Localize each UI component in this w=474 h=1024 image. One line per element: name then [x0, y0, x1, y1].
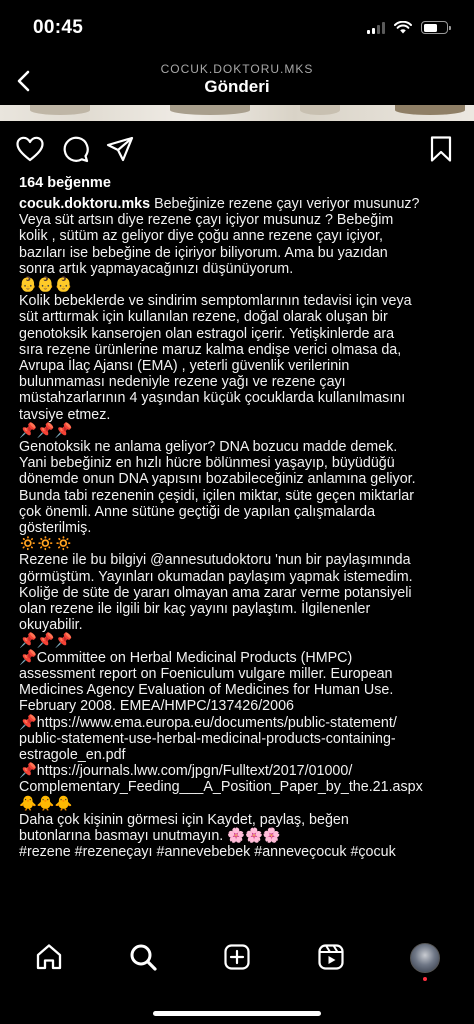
- wifi-icon: [394, 21, 412, 34]
- like-count[interactable]: 164 beğenme: [19, 175, 111, 191]
- notification-dot: [423, 977, 427, 981]
- heart-icon[interactable]: [15, 134, 45, 164]
- status-bar: [0, 0, 474, 58]
- comment-icon[interactable]: [60, 134, 90, 164]
- profile-avatar[interactable]: [410, 943, 440, 973]
- bookmark-icon[interactable]: [426, 134, 456, 164]
- nav-header: [0, 58, 474, 106]
- post-caption: [19, 196, 459, 860]
- home-icon[interactable]: [34, 942, 64, 972]
- page-title: Gönderi: [204, 77, 270, 96]
- reels-icon[interactable]: [316, 942, 346, 972]
- search-icon[interactable]: [128, 942, 158, 972]
- bottom-tab-bar: [0, 932, 474, 1024]
- status-time: 00:45: [33, 17, 84, 38]
- home-indicator: [153, 1011, 321, 1016]
- post-image[interactable]: [0, 105, 474, 121]
- status-icons: [367, 21, 448, 34]
- caption-username[interactable]: cocuk.doktoru.mks: [19, 196, 151, 212]
- battery-icon: [421, 21, 448, 34]
- plus-square-icon[interactable]: [222, 942, 252, 972]
- post-action-bar: [0, 128, 474, 170]
- caption-text: Bebeğinize rezene çayı veriyor musunuz? Veya süt artsın diye rezene çayı içiyor musunuz ? Bebeğim kolik , sütüm az geliyor diye çoğu anne rezene çayı içiyor, bazıları ise bebeğine de içiriyor biliyorum. Ama bu yazıdan sonra artık yapmayacağınızı düşünüyorum. 👶👶👶 Kolik bebeklerde ve sindirim semptomlarının tedavisi için veya süt arttırmak için kullanılan rezene, doğal olarak oluşan bir genotoksik kanserojen olan estragol içerir. Yetişkinlerde ara sıra rezene ürünlerine maruz kalma endişe verici olmasa da, Avrupa İlaç Ajansı (EMA) , yeterli güvenlik verilerinin bulunmaması nedeniyle rezene yağı ve rezene çayı müstahzarlarının 4 yaşından küçük çocuklarda kullanılmasını tavsiye etmez. 📌📌📌 Genotoksik ne anlama geliyor? DNA bozucu madde demek. Yani bebeğiniz en hızlı hücre bölünmesi yaşayıp, büyüdüğü dönemde onun DNA yapısını bozabileceğiniz anlamına geliyor. Bunda tabi rezenenin çeşidi, içilen miktar, süte geçen miktarlar çok önemli. Anne sütüne geçtiği de yapılan çalışmalarda gösterilmiş. 🔅🔅🔅 Rezene ile bu bilgiyi @annesutudoktoru 'nun bir paylaşımında görmüştüm. Yayınları okumadan paylaşım yapmak istemedim. Koliğe de süte de yararı olmayan ama zarar verme potansiyeli olan rezene ile ilgili bir kaç yayını paylaştım. İlgilenenler okuyabilir. 📌📌📌 📌Committee on Herbal Medicinal Products (HMPC) assessment report on Foeniculum vulgare miller. European Medicines Agency Evaluation of Medicines for Human Use. February 2008. EMEA/HMPC/137426/2006 📌https://www.ema.europa.eu/documents/public-statement/ public-statement-use-herbal-medicinal-products-containing- estragole_en.pdf 📌https://journals.lww.com/jpgn/Fulltext/2017/01000/ Complementary_Feeding___A_Position_Paper_by_the.21.aspx 🐥🐥🐥 Daha çok kişinin görmesi için Kaydet, paylaş, beğen butonlarına basmayı unutmayın. 🌸🌸🌸 #rezene #rezeneçayı #annevebebek #anneveçocuk #çocuk: [19, 196, 423, 861]
- header-account-name: COCUK.DOKTORU.MKS: [160, 62, 314, 76]
- paper-plane-icon[interactable]: [105, 134, 135, 164]
- cellular-signal-icon: [367, 22, 385, 34]
